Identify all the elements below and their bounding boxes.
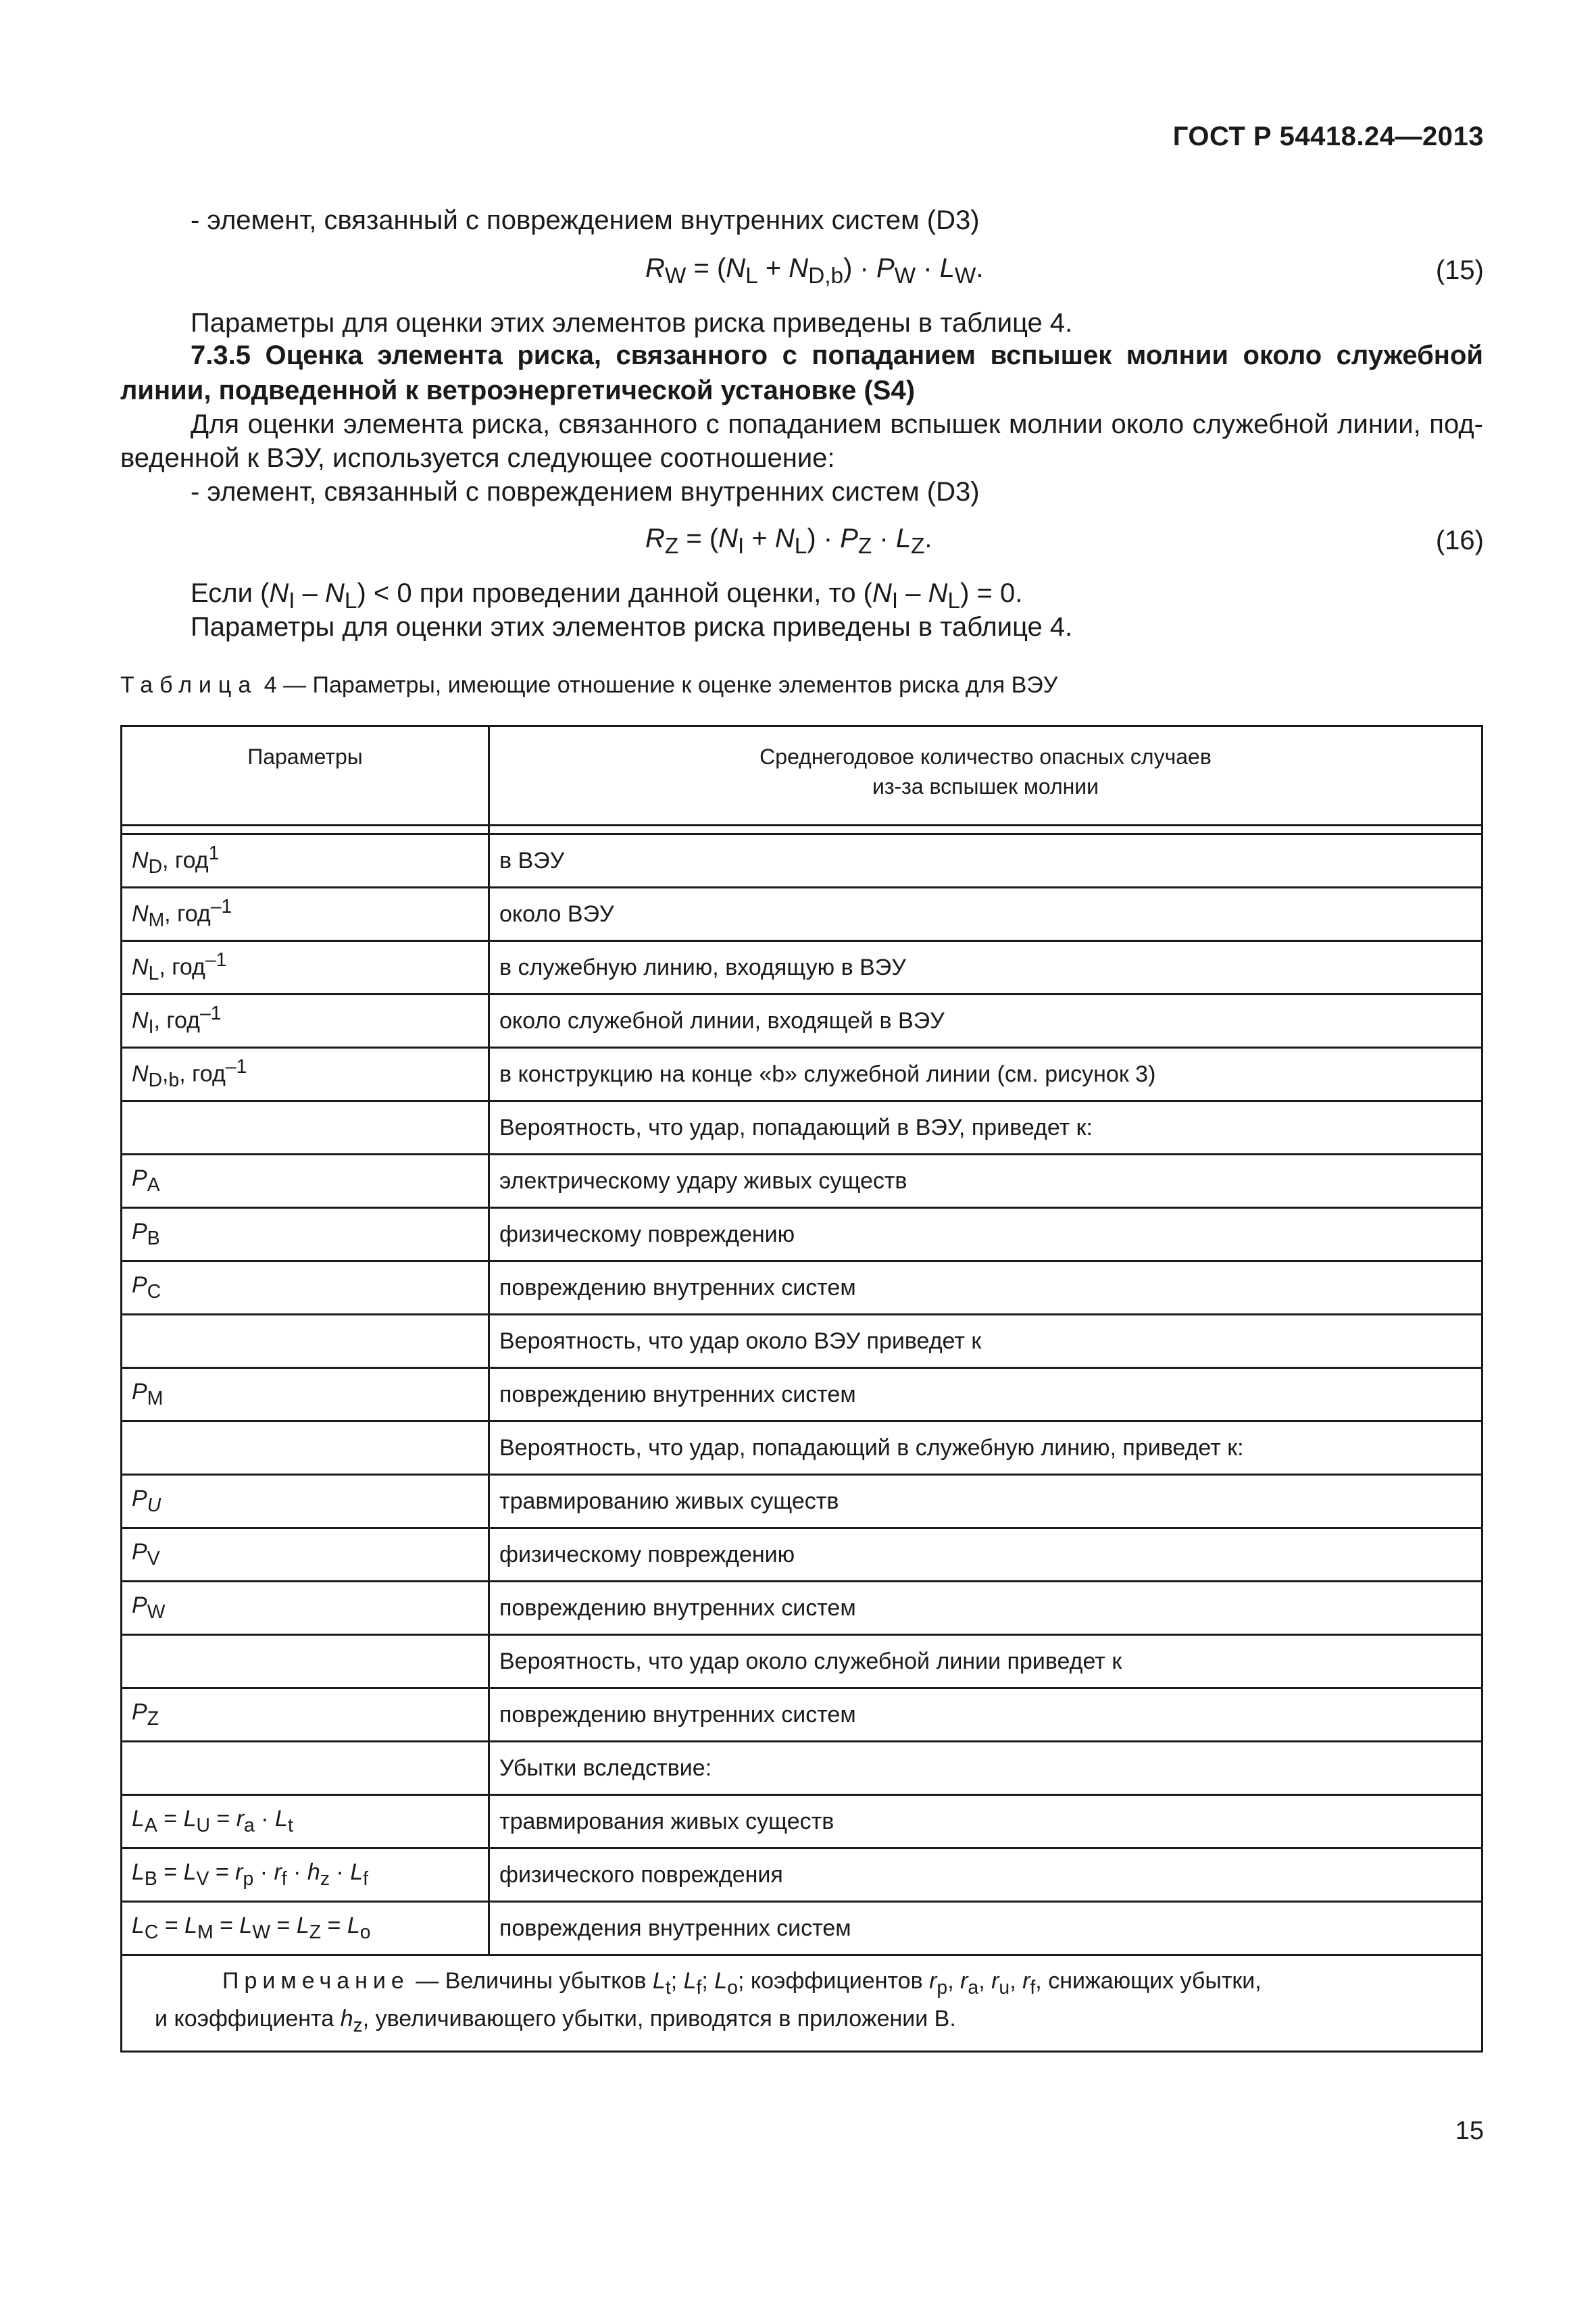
list-item-d3: - элемент, связанный с повреждением внутренних систем (D3) [191,205,980,235]
params-note-2: Параметры для оценки этих элементов риска приведены в таблице 4. [191,612,1073,642]
table-row [122,1315,1482,1368]
param-symbol: $P_M$ [122,1368,489,1422]
table-row [122,1261,1482,1315]
param-symbol: $N_D$, год$^1$ [122,834,489,888]
param-symbol: $L_A = L_U = r_a \cdot L_t$ [122,1795,489,1848]
table-row [122,888,1482,941]
param-desc: около ВЭУ [489,888,1482,941]
param-desc: физического повреждения [489,1848,1482,1902]
param-symbol: $N_I$, год$^{-1}$ [122,995,489,1048]
param-desc: в служебную линию, входящую в ВЭУ [489,941,1482,995]
param-desc: травмирования живых существ [489,1795,1482,1848]
params-note-1: Параметры для оценки этих элементов риска приведены в таблице 4. [191,308,1073,338]
intro-line-1: Для оценки элемента риска, связанного с попаданием вспышек молнии около служебной линии, под- [191,409,1483,439]
table-row [122,1155,1482,1208]
param-symbol: $P_V$ [122,1528,489,1582]
param-desc: электрическому удару живых существ [489,1155,1482,1208]
param-desc: физическому повреждению [489,1528,1482,1582]
equation-number-16: (16) [1435,526,1484,555]
param-desc: в ВЭУ [489,834,1482,888]
param-symbol: $P_Z$ [122,1688,489,1742]
table-row [122,1742,1482,1795]
table-row [122,1848,1482,1902]
param-symbol: $L_B = L_V = r_p \cdot r_f \cdot h_z \cdot L_f$ [122,1848,489,1902]
table-row [122,1048,1482,1101]
document-header: ГОСТ Р 54418.24—2013 [1172,122,1484,151]
param-symbol: $P_A$ [122,1155,489,1208]
param-symbol [122,1101,489,1155]
param-group-heading: Убытки вследствие: [489,1742,1482,1795]
formula-16: $R_Z = (N_I + N_L) \cdot P_Z \cdot L_Z$. [645,524,932,559]
formula-15: $R_W = (N_L + N_{D,b}) \cdot P_W \cdot L_W$. [645,253,984,288]
table-caption: Таблица 4 — Параметры, имеющие отношение к оценке элементов риска для ВЭУ [120,672,1058,698]
param-symbol [122,1422,489,1475]
param-symbol: $P_B$ [122,1208,489,1261]
condition-text: Если $(N_I - N_L) < 0$ при проведении данной оценки, то $(N_I - N_L) = 0$. [191,578,1023,613]
table-row [122,1208,1482,1261]
param-group-heading: Вероятность, что удар, попадающий в ВЭУ, приведет к: [489,1101,1482,1155]
table-note: Примечание — Величины убытков $L_t$; $L_f$; $L_o$; коэффициентов $r_p$, $r_a$, $r_u$, $r_f$, снижающих убытки, и коэффициента $h_z$, увеличивающего убытки, приводятся в приложении В. [122,1955,1482,2052]
param-desc: повреждению внутренних систем [489,1582,1482,1635]
table-row [122,1368,1482,1422]
param-group-heading: Вероятность, что удар около ВЭУ приведет к [489,1315,1482,1368]
table-row [122,1101,1482,1155]
intro-line-2: веденной к ВЭУ, используется следующее соотношение: [120,443,835,473]
table-row [122,1635,1482,1688]
table-row [122,1902,1482,1955]
col-header-description: Среднегодовое количество опасных случаев из-за вспышек молнии [489,726,1482,826]
param-desc: физическому повреждению [489,1208,1482,1261]
table-row [122,1422,1482,1475]
table-row [122,995,1482,1048]
param-symbol: $P_C$ [122,1261,489,1315]
param-desc: повреждению внутренних систем [489,1261,1482,1315]
param-desc: повреждению внутренних систем [489,1688,1482,1742]
param-symbol: $N_M$, год$^{-1}$ [122,888,489,941]
param-symbol [122,1742,489,1795]
list-item-d3-2: - элемент, связанный с повреждением внутренних систем (D3) [191,477,980,507]
param-symbol: $P_W$ [122,1582,489,1635]
param-group-heading: Вероятность, что удар около служебной линии приведет к [489,1635,1482,1688]
param-desc: повреждению внутренних систем [489,1368,1482,1422]
param-symbol: $P_U$ [122,1475,489,1528]
param-desc: повреждения внутренних систем [489,1902,1482,1955]
table-row [122,1528,1482,1582]
param-symbol: $N_D,_b$, год$^{-1}$ [122,1048,489,1101]
param-desc: травмированию живых существ [489,1475,1482,1528]
param-desc: в конструкцию на конце «b» служебной линии (см. рисунок 3) [489,1048,1482,1101]
parameters-table [120,725,1483,2053]
param-symbol: $L_C = L_M = L_W = L_Z = L_o$ [122,1902,489,1955]
param-group-heading: Вероятность, что удар, попадающий в служебную линию, приведет к: [489,1422,1482,1475]
param-symbol [122,1315,489,1368]
param-symbol [122,1635,489,1688]
table-row [122,1795,1482,1848]
table-row [122,941,1482,995]
col-header-parameters: Параметры [122,726,489,826]
page-number: 15 [1455,2117,1484,2145]
param-desc: около служебной линии, входящей в ВЭУ [489,995,1482,1048]
table-row [122,834,1482,888]
equation-number-15: (15) [1435,255,1484,285]
table-row [122,1688,1482,1742]
param-symbol: $N_L$, год$^{-1}$ [122,941,489,995]
section-heading: 7.3.5 Оценка элемента риска, связанного с попаданием вспышек молнии около служебной линии, подведенной к ветроэнергетической установке (S4) [120,341,1483,405]
table-row [122,1582,1482,1635]
table-row [122,1475,1482,1528]
